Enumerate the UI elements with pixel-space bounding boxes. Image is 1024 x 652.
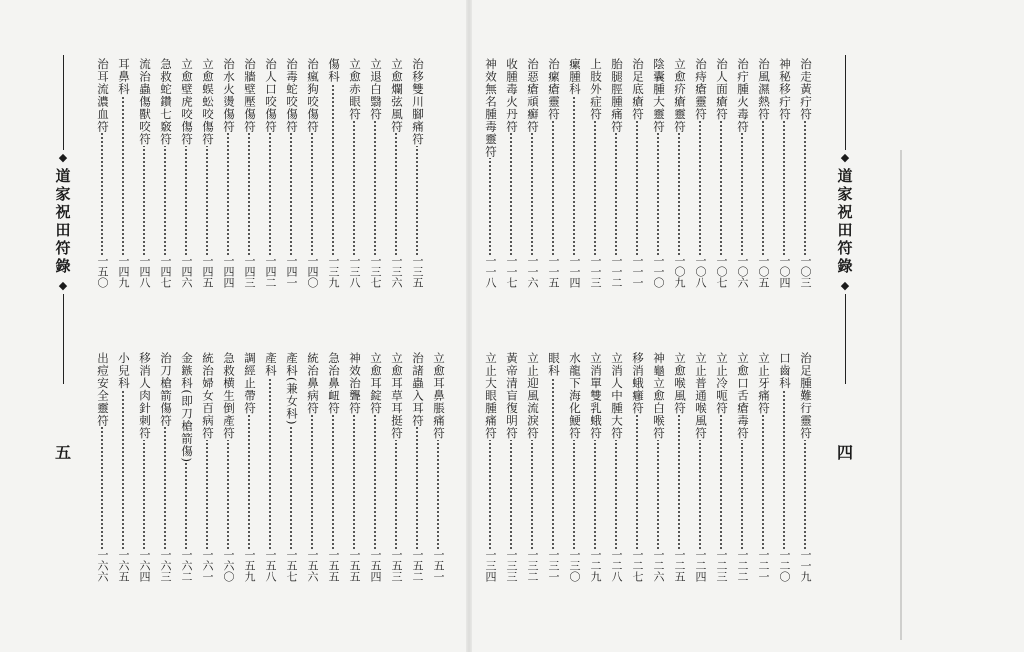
toc-entry	[239, 352, 260, 587]
toc-entry	[197, 58, 218, 293]
toc-entry-page: 一六四	[138, 549, 151, 582]
toc-entry-page: 一〇九	[673, 255, 686, 288]
toc-entry-title: 上肢外症符	[589, 58, 603, 121]
toc-entry-title: 治痔瘡靈符	[694, 58, 708, 121]
toc-entry-title: 神效無名腫毒靈符	[484, 58, 498, 158]
toc-entry-title: 統治婦女百病符	[201, 352, 215, 440]
toc-entry-title: 立愈蜈蚣咬傷符	[201, 58, 215, 146]
diamond-ornament-icon: ◆	[58, 279, 68, 292]
toc-entry	[113, 352, 134, 587]
toc-entry	[176, 352, 197, 587]
toc-entry-page: 一六三	[159, 549, 172, 582]
toc-entry-title: 金鏃科(即刀槍箭傷)	[180, 352, 194, 463]
toc-entry-title: 神秘移疔符	[778, 58, 792, 121]
toc-entry-title: 產科	[264, 352, 278, 377]
toc-entry-page: 一一八	[484, 255, 497, 288]
toc-entry-page: 一三六	[390, 255, 403, 288]
toc-entry-title: 治疔腫火毒符	[736, 58, 750, 133]
toc-entry	[669, 58, 690, 293]
toc-entry-page: 一一六	[526, 255, 539, 288]
toc-entry-page: 一六二	[180, 549, 193, 582]
toc-entry-page: 一三八	[348, 255, 361, 288]
toc-entry	[239, 58, 260, 293]
toc-column-group-top	[480, 58, 816, 293]
toc-entry-title: 治惡瘡頑癬符	[526, 58, 540, 133]
toc-entry-title: 治風濕熱符	[757, 58, 771, 121]
toc-entry-title: 移消蛾癰符	[631, 352, 645, 415]
toc-entry	[218, 58, 239, 293]
toc-entry-page: 一〇六	[736, 255, 749, 288]
toc-entry-title: 立愈爛弦風符	[390, 58, 404, 133]
toc-entry-title: 收腫毒火丹符	[505, 58, 519, 133]
toc-entry-page: 一五五	[327, 549, 340, 582]
toc-entry-page: 一五一	[432, 549, 445, 582]
toc-entry-title: 急治鼻衄符	[327, 352, 341, 415]
toc-entry-title: 治瘰瘡靈符	[547, 58, 561, 121]
toc-entry	[711, 58, 732, 293]
toc-entry-page: 一〇八	[694, 255, 707, 288]
toc-entry-page: 一五八	[264, 549, 277, 582]
toc-entry-title: 立愈耳鼻脹痛符	[432, 352, 446, 440]
toc-entry-title: 治走黃疔符	[799, 58, 813, 121]
toc-entry	[323, 58, 344, 293]
toc-entry-page: 一五六	[306, 549, 319, 582]
toc-entry	[365, 352, 386, 587]
toc-entry	[386, 352, 407, 587]
toc-entry-title: 立退白翳符	[369, 58, 383, 121]
toc-entry	[407, 352, 428, 587]
diamond-ornament-icon: ◆	[840, 279, 850, 292]
toc-entry	[627, 58, 648, 293]
toc-entry-page: 一四九	[117, 255, 130, 288]
toc-entry-title: 神龜立愈白喉符	[652, 352, 666, 440]
toc-entry	[585, 352, 606, 587]
leader-dots	[269, 352, 271, 552]
toc-entry	[260, 352, 281, 587]
toc-column-group-bottom	[480, 352, 816, 587]
toc-entry	[344, 352, 365, 587]
toc-entry	[606, 58, 627, 293]
toc-entry	[543, 58, 564, 293]
toc-entry-title: 治足底瘡符	[631, 58, 645, 121]
toc-entry-title: 治人面瘡符	[715, 58, 729, 121]
toc-entry	[155, 58, 176, 293]
toc-entry	[260, 58, 281, 293]
toc-entry-title: 立愈口舌瘡毒符	[736, 352, 750, 440]
toc-entry-page: 一二六	[652, 549, 665, 582]
toc-entry-title: 神效治聾符	[348, 352, 362, 415]
toc-entry-page: 一三一	[547, 549, 560, 582]
toc-entry-page: 一一一	[631, 255, 644, 288]
toc-entry	[627, 352, 648, 587]
toc-entry	[302, 352, 323, 587]
page-edge	[900, 150, 902, 640]
toc-entry	[585, 58, 606, 293]
toc-entry-page: 一四四	[222, 255, 235, 288]
diamond-ornament-icon: ◆	[840, 151, 850, 164]
toc-entry-title: 治牆壁壓傷符	[243, 58, 257, 133]
toc-entry	[774, 352, 795, 587]
toc-entry-title: 立止冷呃符	[715, 352, 729, 415]
toc-entry	[753, 58, 774, 293]
toc-entry	[522, 352, 543, 587]
toc-entry-title: 口齒科	[778, 352, 792, 390]
diamond-ornament-icon: ◆	[58, 151, 68, 164]
toc-entry-page: 一二一	[757, 549, 770, 582]
toc-entry-title: 立愈喉風符	[673, 352, 687, 415]
toc-entry	[428, 352, 449, 587]
toc-entry	[407, 58, 428, 293]
toc-entry-title: 立消單雙乳蛾符	[589, 352, 603, 440]
toc-entry-page: 一二四	[694, 549, 707, 582]
toc-entry	[648, 352, 669, 587]
toc-entry	[564, 352, 585, 587]
toc-entry-title: 急救蛇鑽七竅符	[159, 58, 173, 146]
toc-column-group-bottom	[92, 352, 449, 587]
toc-entry	[690, 58, 711, 293]
toc-entry	[218, 352, 239, 587]
toc-entry	[564, 58, 585, 293]
toc-entry-title: 立愈壁虎咬傷符	[180, 58, 194, 146]
toc-entry-title: 黃帝清盲復明符	[505, 352, 519, 440]
toc-entry-title: 治移雙川腳痛符	[411, 58, 425, 146]
toc-entry	[92, 352, 113, 587]
toc-entry-page: 一五四	[369, 549, 382, 582]
toc-entry-page: 一二〇	[778, 549, 791, 582]
margin-rule-top	[845, 55, 846, 150]
toc-entry-title: 治諸蟲入耳符	[411, 352, 425, 427]
leader-dots	[552, 352, 554, 552]
toc-entry-page: 一三四	[484, 549, 497, 582]
toc-entry	[669, 352, 690, 587]
toc-entry-title: 小兒科	[117, 352, 131, 390]
right-margin-header	[834, 55, 856, 575]
toc-entry-page: 一〇七	[715, 255, 728, 288]
toc-column-group-top	[92, 58, 428, 293]
toc-entry-title: 陰囊腫大靈符	[652, 58, 666, 133]
toc-entry-title: 立愈疥瘡靈符	[673, 58, 687, 133]
toc-entry-title: 立消人中腫大符	[610, 352, 624, 440]
toc-entry-page: 一五七	[285, 549, 298, 582]
toc-entry-page: 一六六	[96, 549, 109, 582]
leader-dots	[332, 58, 334, 258]
toc-entry-title: 統治鼻病符	[306, 352, 320, 415]
toc-entry	[774, 58, 795, 293]
margin-rule-bottom	[845, 294, 846, 384]
toc-entry-page: 一三七	[369, 255, 382, 288]
toc-entry-page: 一四七	[159, 255, 172, 288]
toc-entry-title: 立愈耳草耳挺符	[390, 352, 404, 440]
toc-entry-page: 一四三	[243, 255, 256, 288]
toc-entry-page: 一二七	[631, 549, 644, 582]
toc-entry-page: 一一三	[589, 255, 602, 288]
toc-entry-title: 耳鼻科	[117, 58, 131, 96]
toc-entry-page: 一〇三	[799, 255, 812, 288]
toc-entry-page: 一〇四	[778, 255, 791, 288]
toc-entry-page: 一二二	[736, 549, 749, 582]
toc-entry-title: 瘰腫科	[568, 58, 582, 96]
toc-entry	[113, 58, 134, 293]
toc-entry	[795, 58, 816, 293]
running-title: 道家祝田符錄	[835, 168, 854, 276]
left-page	[0, 0, 470, 652]
toc-entry-page: 一五五	[348, 549, 361, 582]
toc-entry-title: 治水火燙傷符	[222, 58, 236, 133]
toc-entry	[155, 352, 176, 587]
toc-entry-title: 立止迎風流淚符	[526, 352, 540, 440]
toc-entry-page: 一四五	[201, 255, 214, 288]
toc-entry-title: 流治蟲傷獸咬符	[138, 58, 152, 146]
toc-entry-title: 移消人肉針刺符	[138, 352, 152, 440]
toc-entry-page: 一六〇	[222, 549, 235, 582]
left-margin-header	[52, 55, 74, 575]
toc-entry-page: 一五二	[411, 549, 424, 582]
toc-entry-title: 出痘安全靈符	[96, 352, 110, 427]
toc-entry	[176, 58, 197, 293]
toc-entry	[606, 352, 627, 587]
toc-entry	[501, 352, 522, 587]
toc-entry-page: 一四六	[180, 255, 193, 288]
toc-entry	[323, 352, 344, 587]
toc-entry-page: 一〇五	[757, 255, 770, 288]
toc-entry	[281, 58, 302, 293]
toc-entry-title: 胎腿脛腫痛符	[610, 58, 624, 133]
toc-entry-title: 急救横生倒產符	[222, 352, 236, 440]
toc-entry-page: 一三九	[327, 255, 340, 288]
toc-entry	[92, 58, 113, 293]
toc-entry-title: 調經止帶符	[243, 352, 257, 415]
toc-entry	[281, 352, 302, 587]
toc-entry-page: 一四〇	[306, 255, 319, 288]
toc-entry	[753, 352, 774, 587]
toc-entry	[795, 352, 816, 587]
toc-entry	[522, 58, 543, 293]
toc-entry-page: 一四二	[264, 255, 277, 288]
toc-entry-title: 立止大眼腫痛符	[484, 352, 498, 440]
toc-entry-title: 眼科	[547, 352, 561, 377]
toc-entry	[543, 352, 564, 587]
toc-entry	[690, 352, 711, 587]
toc-entry-page: 一二三	[715, 549, 728, 582]
toc-entry-title: 水龍下海化鯁符	[568, 352, 582, 440]
toc-entry-title: 治瘋狗咬傷符	[306, 58, 320, 133]
toc-entry	[711, 352, 732, 587]
toc-entry-page: 一六五	[117, 549, 130, 582]
right-page	[470, 0, 920, 652]
toc-entry-title: 治毒蛇咬傷符	[285, 58, 299, 133]
toc-entry-page: 一四八	[138, 255, 151, 288]
toc-entry-title: 立止牙痛符	[757, 352, 771, 415]
toc-entry	[386, 58, 407, 293]
toc-entry	[501, 58, 522, 293]
toc-entry	[480, 352, 501, 587]
toc-entry	[134, 352, 155, 587]
toc-entry-page: 一一七	[505, 255, 518, 288]
toc-entry-page: 一五九	[243, 549, 256, 582]
toc-entry-page: 一二八	[610, 549, 623, 582]
margin-rule-bottom	[63, 294, 64, 384]
toc-entry-page: 一一四	[568, 255, 581, 288]
toc-entry-title: 立止普通喉風符	[694, 352, 708, 440]
toc-entry-page: 一三三	[505, 549, 518, 582]
toc-entry-page: 一一二	[610, 255, 623, 288]
toc-entry-page: 一一〇	[652, 255, 665, 288]
toc-entry-page: 一二五	[673, 549, 686, 582]
toc-entry-title: 治足腫難行靈符	[799, 352, 813, 440]
toc-entry-title: 治耳流濃血符	[96, 58, 110, 133]
toc-entry-title: 立愈耳錠符	[369, 352, 383, 415]
page-number: 五	[55, 443, 72, 462]
toc-entry-title: 產科(兼女科)	[285, 352, 299, 426]
toc-entry-page: 一五三	[390, 549, 403, 582]
toc-entry	[648, 58, 669, 293]
toc-entry-title: 治刀槍箭傷符	[159, 352, 173, 427]
toc-entry	[302, 58, 323, 293]
toc-entry	[134, 58, 155, 293]
toc-entry-page: 一三五	[411, 255, 424, 288]
toc-entry-page: 一一五	[547, 255, 560, 288]
toc-entry	[732, 58, 753, 293]
toc-entry	[197, 352, 218, 587]
margin-rule-top	[63, 55, 64, 150]
toc-entry	[365, 58, 386, 293]
toc-entry-page: 一二九	[589, 549, 602, 582]
running-title: 道家祝田符錄	[53, 168, 72, 276]
page-number: 四	[837, 443, 854, 462]
toc-entry-page: 一五〇	[96, 255, 109, 288]
toc-entry-title: 傷科	[327, 58, 341, 83]
toc-entry-page: 一三二	[526, 549, 539, 582]
toc-entry-title: 治人口咬傷符	[264, 58, 278, 133]
toc-entry-page: 一六一	[201, 549, 214, 582]
toc-entry	[480, 58, 501, 293]
toc-entry-page: 一三〇	[568, 549, 581, 582]
toc-entry	[732, 352, 753, 587]
toc-entry-page: 一一九	[799, 549, 812, 582]
toc-entry-title: 立愈赤眼符	[348, 58, 362, 121]
toc-entry	[344, 58, 365, 293]
toc-entry-page: 一四一	[285, 255, 298, 288]
